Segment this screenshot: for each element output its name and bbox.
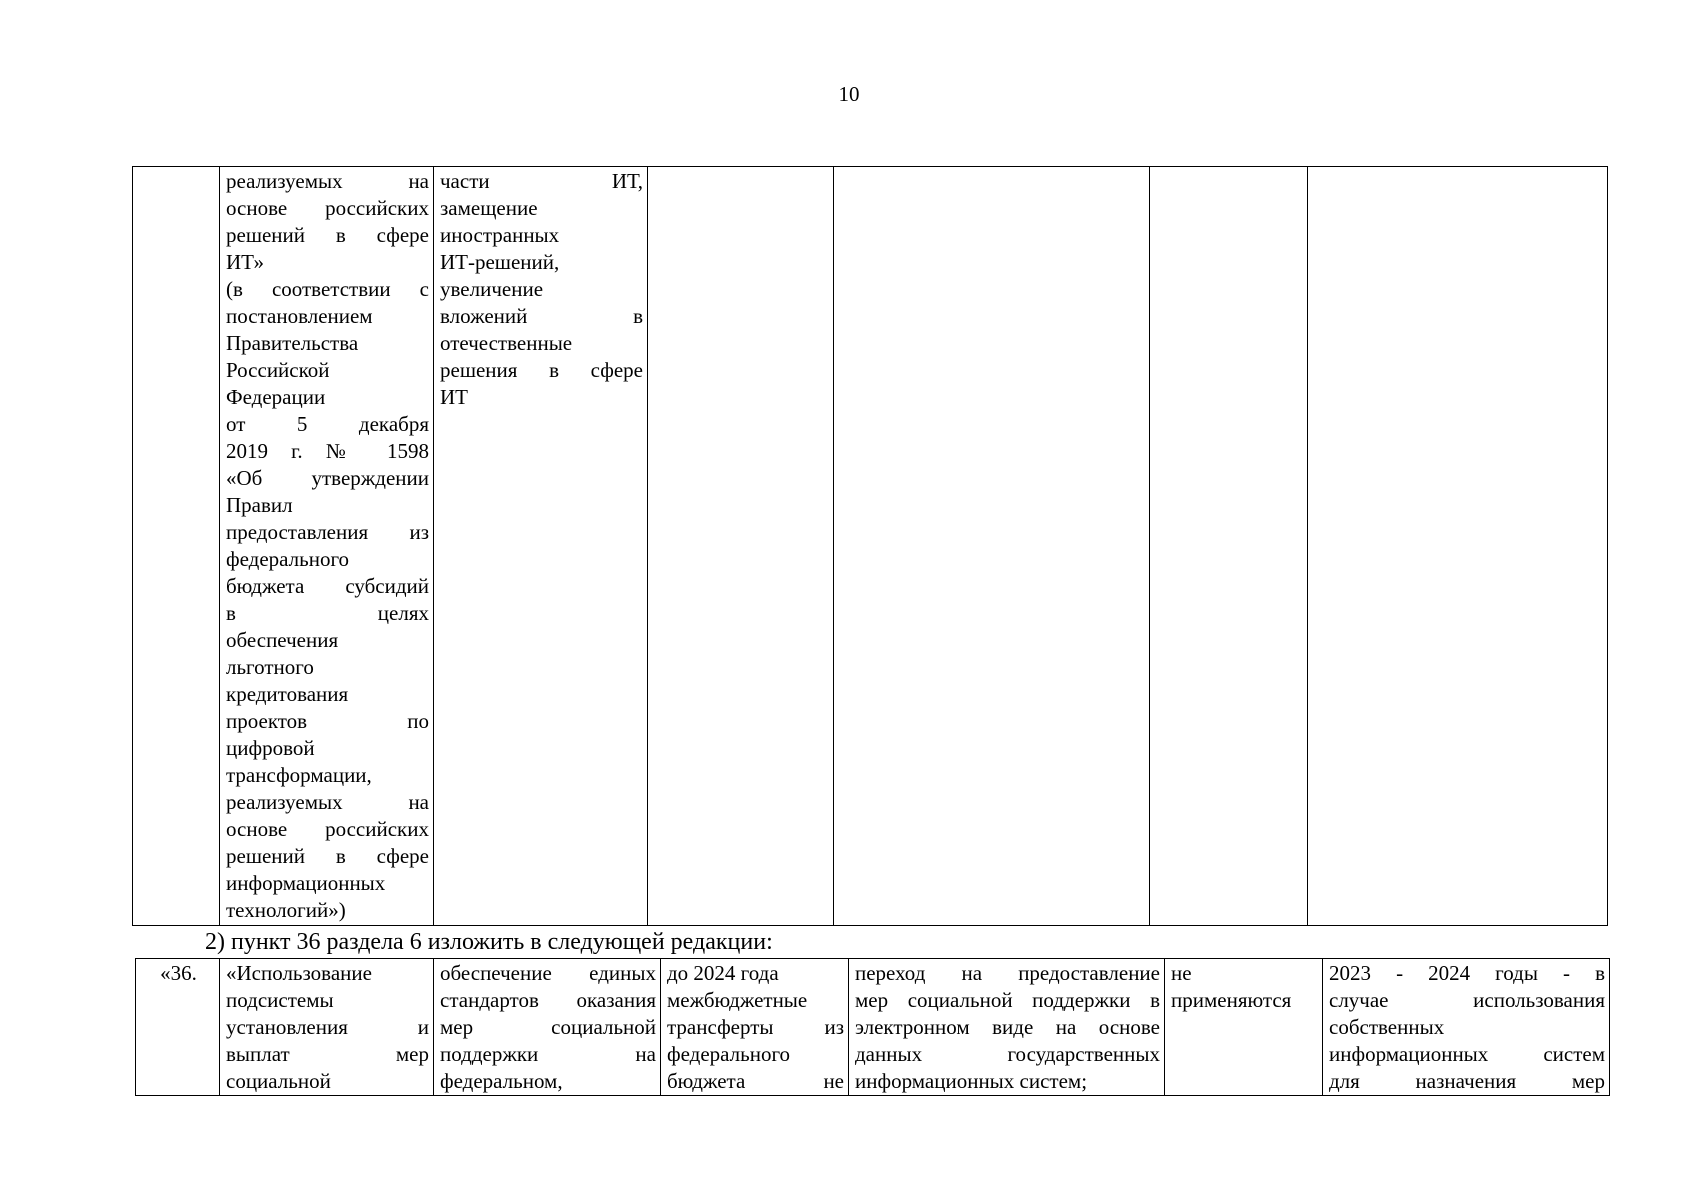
cell-line: кредитования [226, 682, 349, 706]
cell-line: в целях [226, 601, 429, 625]
table-cell [220, 959, 434, 1096]
cell-line: обеспечения [226, 628, 339, 652]
cell-line: от 5 декабря [226, 412, 429, 436]
cell-line: Правил [226, 493, 293, 517]
cell-line: применяются [1171, 988, 1292, 1012]
cell-line: стандартов оказания [440, 988, 656, 1012]
table-bottom [135, 958, 1610, 1096]
table-cell [1308, 167, 1608, 926]
cell-line: мер социальной [440, 1015, 656, 1039]
page-number: 10 [838, 82, 860, 106]
cell-line: 2019 г. № 1598 [226, 439, 429, 463]
cell-line: технологий») [226, 898, 346, 922]
cell-line: федерального [226, 547, 350, 571]
table-cell [220, 167, 434, 926]
cell-line: бюджета не [667, 1069, 844, 1093]
cell-line: собственных [1329, 1015, 1445, 1039]
cell-line: иностранных [440, 223, 560, 247]
cell-line: бюджета субсидий [226, 574, 429, 598]
cell-line: федеральном, [440, 1069, 563, 1093]
cell-line: части ИТ, [440, 169, 643, 193]
cell-line: Федерации [226, 385, 326, 409]
cell-line: постановлением [226, 304, 373, 328]
cell-line: трансферты из [667, 1015, 844, 1039]
table-top [132, 166, 1608, 926]
cell-line: переход на предоставление [855, 961, 1160, 985]
cell-line: установления и [226, 1015, 429, 1039]
cell-line: решения в сфере [440, 358, 643, 382]
cell-line: мер социальной поддержки в [855, 988, 1160, 1012]
cell-line: замещение [440, 196, 538, 220]
table-cell [136, 959, 220, 1096]
cell-line: электронном виде на основе [855, 1015, 1160, 1039]
table-cell [661, 959, 849, 1096]
cell-line: Российской [226, 358, 330, 382]
cell-line: трансформации, [226, 763, 372, 787]
cell-line: вложений в [440, 304, 643, 328]
cell-line: «Об утверждении [226, 466, 429, 490]
table-cell [1150, 167, 1308, 926]
cell-line: решений в сфере [226, 223, 429, 247]
cell-line: информационных систем [1329, 1042, 1605, 1066]
table-cell [434, 959, 661, 1096]
cell-line: межбюджетные [667, 988, 808, 1012]
cell-line: «Использование [226, 961, 372, 985]
cell-line: увеличение [440, 277, 544, 301]
cell-line: обеспечение единых [440, 961, 656, 985]
table-cell [434, 167, 648, 926]
table-row [136, 959, 1610, 1096]
cell-line: ИТ [440, 385, 468, 409]
cell-line: предоставления из [226, 520, 429, 544]
cell-line: поддержки на [440, 1042, 656, 1066]
cell-line: выплат мер [226, 1042, 429, 1066]
cell-line: социальной [226, 1069, 331, 1093]
table-cell [834, 167, 1150, 926]
cell-line: до 2024 года [667, 961, 779, 985]
cell-line: не [1171, 961, 1192, 985]
cell-line: цифровой [226, 736, 315, 760]
cell-line: федерального [667, 1042, 791, 1066]
cell-line: реализуемых на [226, 169, 429, 193]
cell-line: ИТ» [226, 250, 264, 274]
cell-line: информационных [226, 871, 386, 895]
cell-line: ИТ-решений, [440, 250, 560, 274]
table-cell [1323, 959, 1610, 1096]
cell-line: основе российских [226, 817, 429, 841]
table-cell [133, 167, 220, 926]
cell-line: подсистемы [226, 988, 334, 1012]
cell-line: «36. [160, 961, 197, 985]
table-cell [648, 167, 834, 926]
cell-line: 2023 - 2024 годы - в [1329, 961, 1605, 985]
table-cell [1165, 959, 1323, 1096]
cell-line: данных государственных [855, 1042, 1160, 1066]
cell-line: основе российских [226, 196, 429, 220]
cell-line: отечественные [440, 331, 573, 355]
cell-line: решений в сфере [226, 844, 429, 868]
cell-line: Правительства [226, 331, 359, 355]
amendment-instruction: 2) пункт 36 раздела 6 изложить в следующей редакции: [205, 929, 773, 955]
cell-line: проектов по [226, 709, 429, 733]
table-cell [849, 959, 1165, 1096]
cell-line: для назначения мер [1329, 1069, 1605, 1093]
table-row [133, 167, 1608, 926]
cell-line: реализуемых на [226, 790, 429, 814]
cell-line: информационных систем; [855, 1069, 1088, 1093]
cell-line: (в соответствии с [226, 277, 429, 301]
cell-line: льготного [226, 655, 314, 679]
cell-line: случае использования [1329, 988, 1605, 1012]
